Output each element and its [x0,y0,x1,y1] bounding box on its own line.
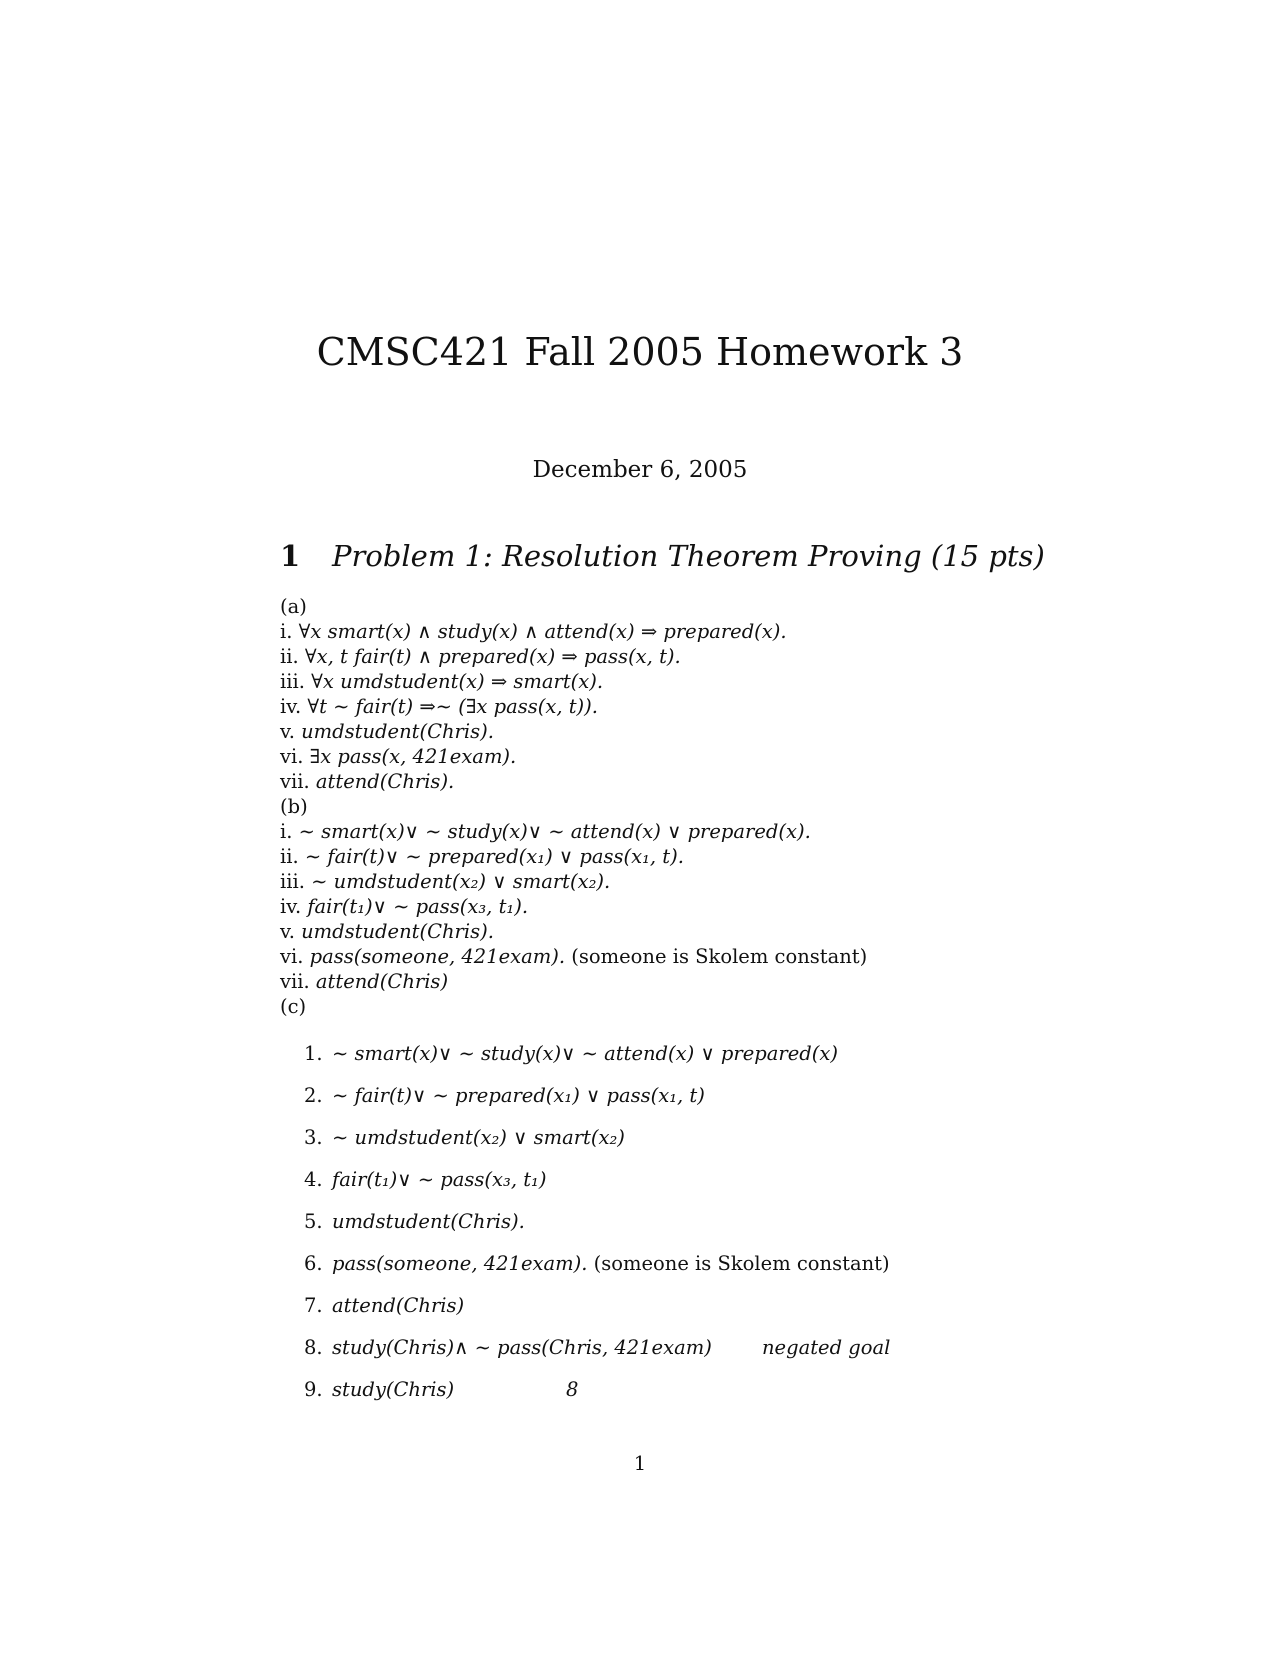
line-label: ii. [280,845,299,868]
line-expression: ∀t ∼ fair(t) ⇒∼ (∃x pass(x, t)). [307,695,598,718]
part-c-label: (c) [280,995,307,1018]
item-expression: ∼ umdstudent(x₂) ∨ smart(x₂) [332,1126,625,1149]
part-a-line [280,644,867,669]
line-expression: ∀x smart(x) ∧ study(x) ∧ attend(x) ⇒ prepared(x). [298,620,787,643]
part-a-line [280,619,867,644]
item-note: 8 [566,1378,579,1401]
part-b-line [280,944,867,969]
line-label: iv. [280,695,302,718]
section-title: Problem 1: Resolution Theorem Proving (15 pts) [332,539,1045,573]
section-heading [280,538,1045,574]
item-number: 8. [304,1336,323,1359]
line-label: iv. [280,895,302,918]
line-expression: ∃x pass(x, 421exam). [309,745,517,768]
item-number: 9. [304,1378,323,1401]
part-b-line [280,969,867,994]
line-label: vi. [280,945,304,968]
part-a-label: (a) [280,595,307,618]
line-expression: fair(t₁)∨ ∼ pass(x₃, t₁). [307,895,529,918]
line-expression: ∀x, t fair(t) ∧ prepared(x) ⇒ pass(x, t). [304,645,681,668]
line-label: ii. [280,645,299,668]
part-b-line [280,894,867,919]
part-a-line [280,744,867,769]
line-expression: attend(Chris). [315,770,455,793]
part-b-label: (b) [280,795,308,818]
item-expression: attend(Chris) [332,1294,465,1317]
item-number: 5. [304,1210,323,1233]
item-number: 7. [304,1294,323,1317]
item-expression: pass(someone, 421exam). [332,1252,588,1275]
item-expression: fair(t₁)∨ ∼ pass(x₃, t₁) [332,1168,547,1191]
part-b-line [280,919,867,944]
line-label: i. [280,820,293,843]
problem-body [280,594,867,1019]
list-item [304,1166,890,1208]
item-number: 4. [304,1168,323,1191]
document-date: December 6, 2005 [532,457,748,483]
line-expression: umdstudent(Chris). [301,920,494,943]
item-expression: ∼ fair(t)∨ ∼ prepared(x₁) ∨ pass(x₁, t) [332,1084,705,1107]
list-item [304,1082,890,1124]
line-label: iii. [280,870,305,893]
line-label: v. [280,720,295,743]
line-expression: umdstudent(Chris). [301,720,494,743]
part-b-line [280,869,867,894]
list-item [304,1292,890,1334]
document-title: CMSC421 Fall 2005 Homework 3 [316,330,964,374]
item-expression: study(Chris) [332,1378,455,1401]
item-number: 6. [304,1252,323,1275]
line-expression: ∼ umdstudent(x₂) ∨ smart(x₂). [311,870,611,893]
list-item [304,1334,890,1376]
part-a-line [280,694,867,719]
line-expression: pass(someone, 421exam). [309,945,566,968]
item-number: 2. [304,1084,323,1107]
line-label: iii. [280,670,305,693]
part-b-line [280,844,867,869]
list-item [304,1250,890,1292]
list-item [304,1040,890,1082]
item-remark: (someone is Skolem constant) [587,1252,890,1275]
line-label: i. [280,620,293,643]
line-expression: attend(Chris) [315,970,449,993]
list-item [304,1376,890,1418]
item-note: negated goal [762,1336,891,1359]
item-expression: study(Chris)∧ ∼ pass(Chris, 421exam) [332,1336,712,1359]
item-expression: umdstudent(Chris). [332,1210,525,1233]
line-label: vii. [280,970,310,993]
section-number: 1 [280,539,301,573]
line-expression: ∼ fair(t)∨ ∼ prepared(x₁) ∨ pass(x₁, t). [304,845,684,868]
page-number: 1 [633,1452,647,1475]
line-label: vii. [280,770,310,793]
part-b-line [280,819,867,844]
part-a-line [280,669,867,694]
part-c-list [304,1040,890,1418]
list-item [304,1208,890,1250]
line-label: vi. [280,745,304,768]
list-item [304,1124,890,1166]
item-expression: ∼ smart(x)∨ ∼ study(x)∨ ∼ attend(x) ∨ prepared(x) [332,1042,838,1065]
line-expression: ∼ smart(x)∨ ∼ study(x)∨ ∼ attend(x) ∨ prepared(x). [298,820,811,843]
line-expression: ∀x umdstudent(x) ⇒ smart(x). [311,670,604,693]
line-remark: (someone is Skolem constant) [565,945,868,968]
line-label: v. [280,920,295,943]
part-a-line [280,769,867,794]
item-number: 1. [304,1042,323,1065]
part-a-line [280,719,867,744]
item-number: 3. [304,1126,323,1149]
